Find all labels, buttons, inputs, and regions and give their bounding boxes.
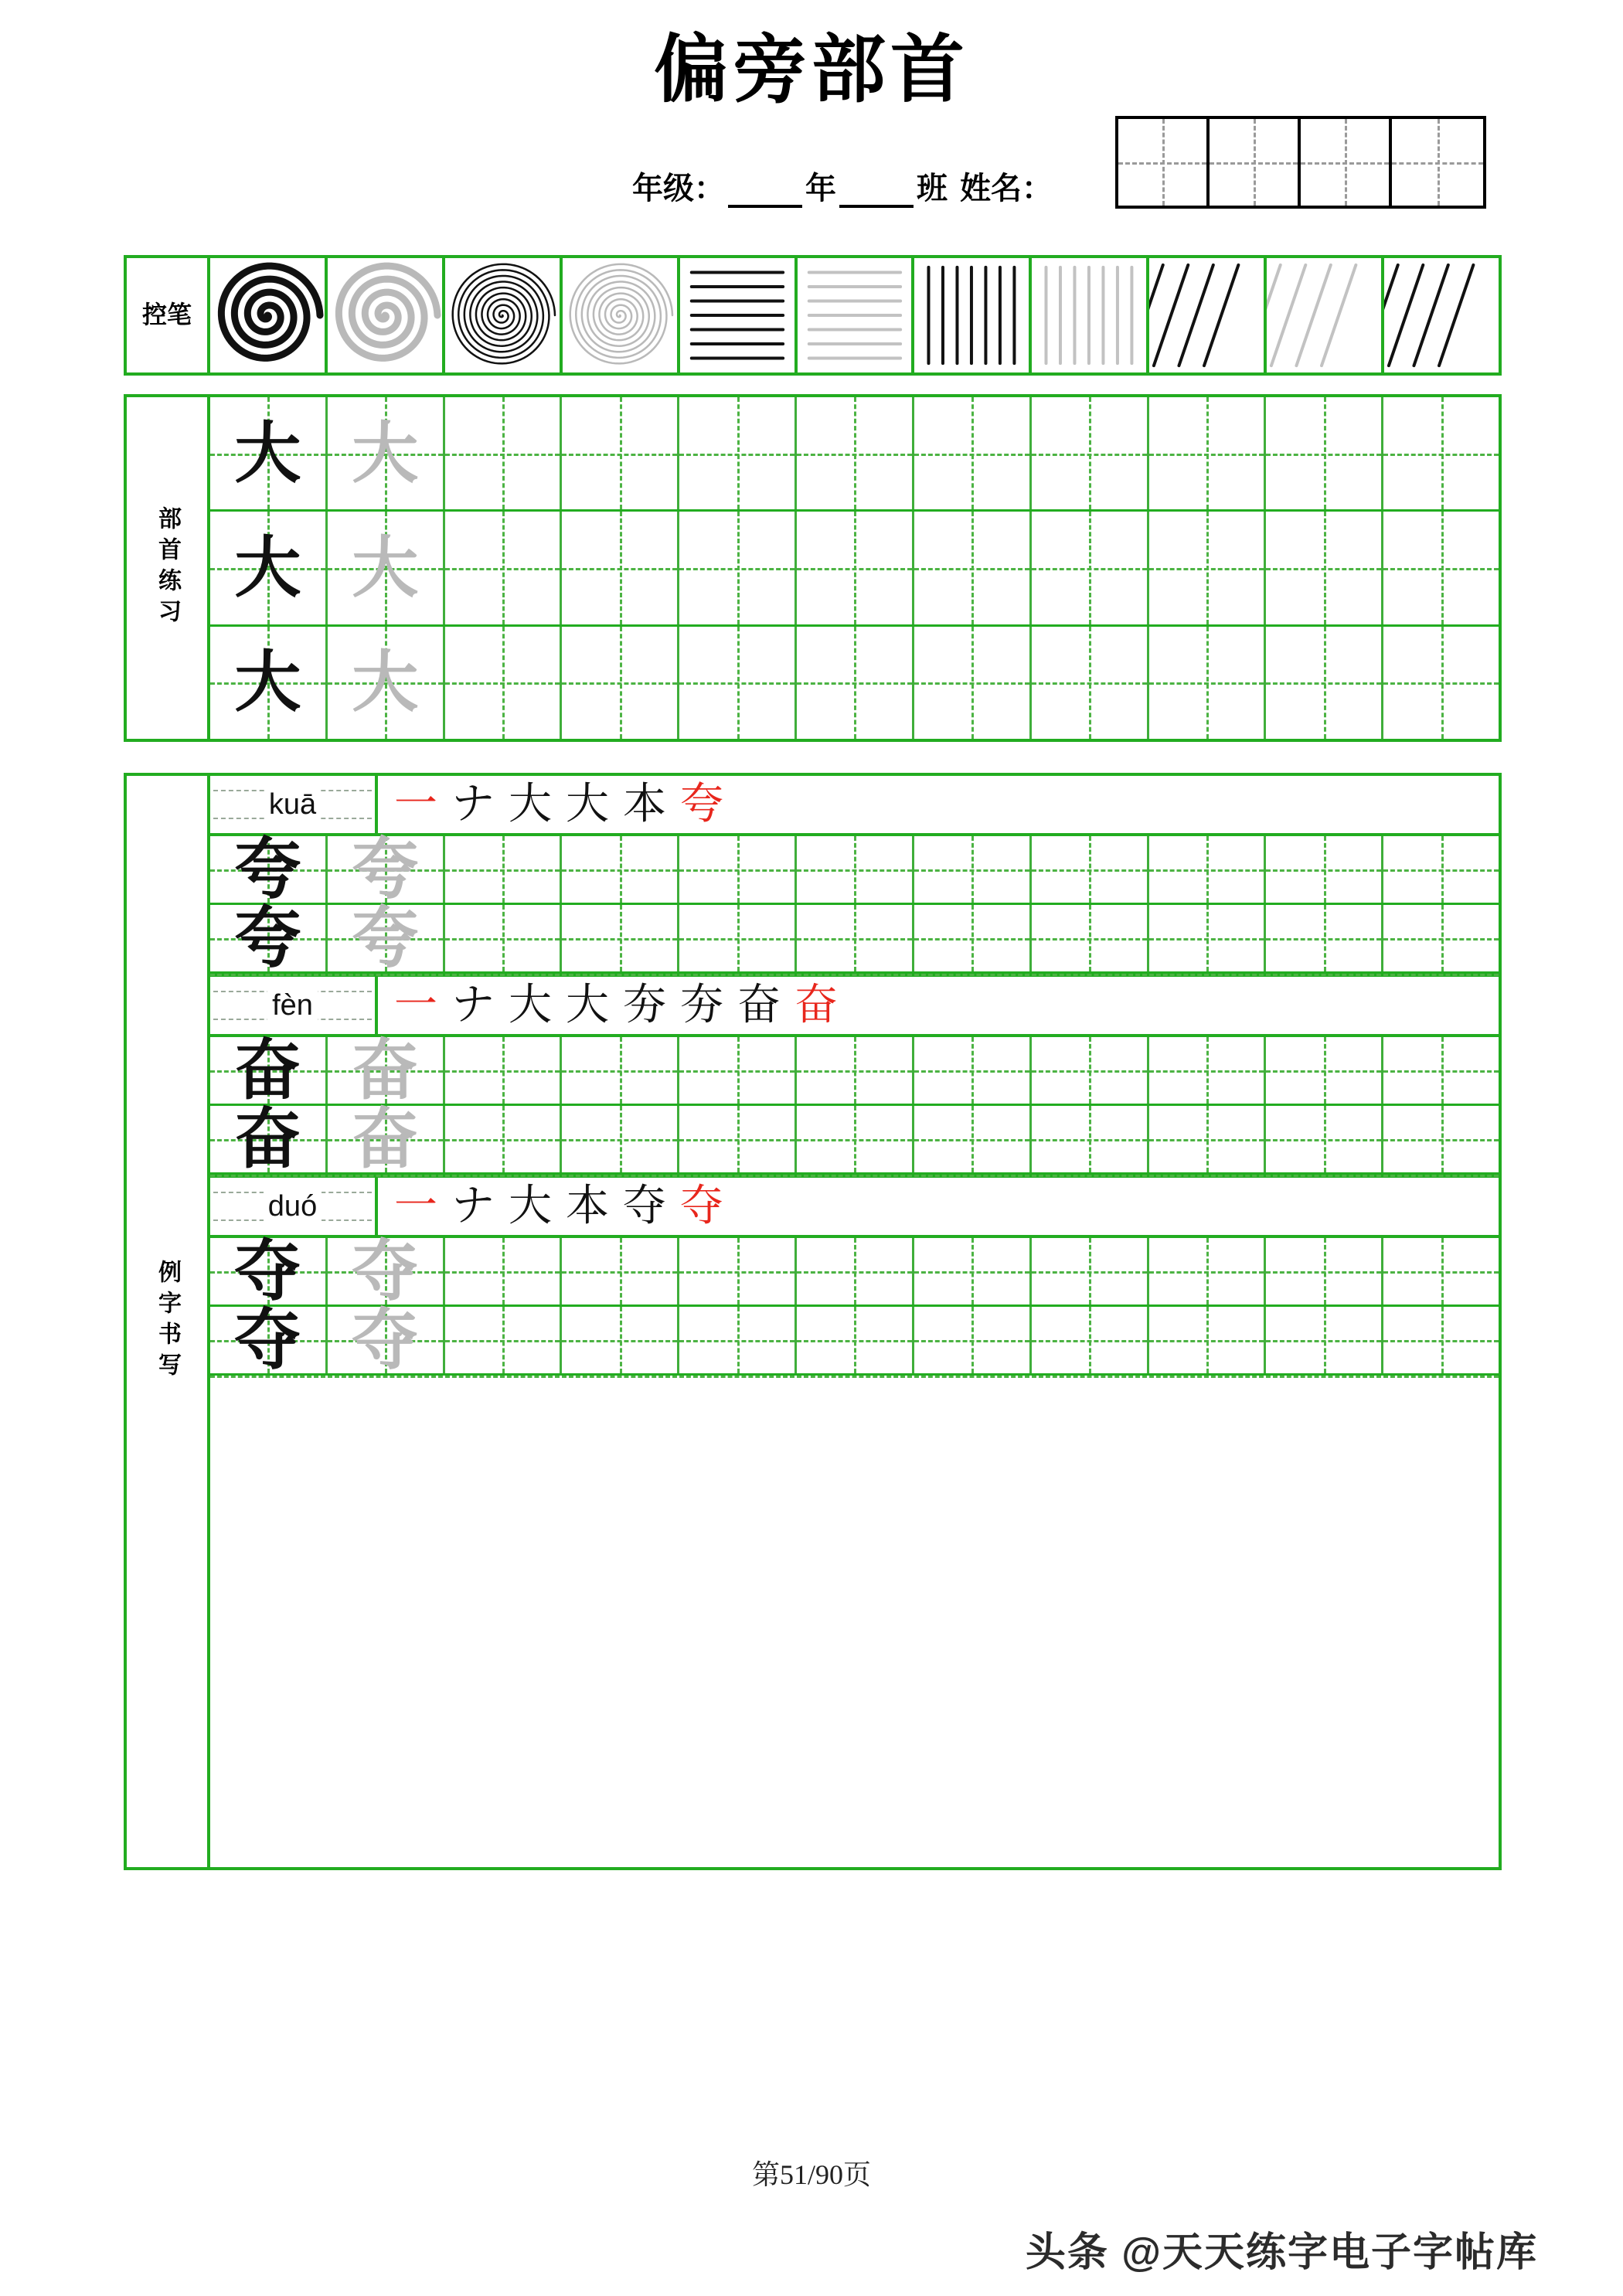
lines-horizontal-dark-icon xyxy=(680,258,798,372)
traced-character: 夸 xyxy=(352,832,419,906)
practice-cell[interactable] xyxy=(914,1106,1032,1172)
practice-cell[interactable] xyxy=(1266,1106,1383,1172)
pen-control-label-text: 控笔 xyxy=(141,301,192,329)
model-character: 大 xyxy=(234,645,301,720)
practice-cell[interactable] xyxy=(914,1307,1032,1373)
practice-cell[interactable] xyxy=(445,1238,563,1304)
practice-cell[interactable] xyxy=(1149,1106,1267,1172)
spiral-bold-dark-icon xyxy=(210,258,328,372)
practice-cell[interactable] xyxy=(1032,1037,1149,1104)
practice-cell[interactable] xyxy=(562,627,679,739)
practice-cell[interactable] xyxy=(328,1303,445,1377)
page-title: 偏旁部首 xyxy=(654,29,969,111)
practice-cell[interactable] xyxy=(1266,627,1383,739)
practice-cell[interactable] xyxy=(1032,1106,1149,1172)
practice-cell[interactable] xyxy=(210,901,328,975)
practice-cell[interactable] xyxy=(914,627,1032,739)
practice-row[interactable] xyxy=(210,832,1499,906)
stroke-order-step: ナ xyxy=(451,781,495,828)
stroke-order-step: 一 xyxy=(394,981,437,1029)
practice-cell[interactable] xyxy=(562,836,679,903)
practice-cell[interactable] xyxy=(328,512,445,624)
model-character: 大 xyxy=(234,530,301,605)
stroke-order-step: ナ xyxy=(451,981,495,1029)
pinyin-text: fèn xyxy=(267,989,318,1022)
practice-cell[interactable] xyxy=(445,512,563,624)
pen-control-label xyxy=(127,258,210,372)
practice-cell[interactable] xyxy=(797,1307,914,1373)
example-writing-body[interactable] xyxy=(210,776,1499,1867)
stroke-order-sequence xyxy=(378,776,1499,833)
model-character: 大 xyxy=(234,416,301,491)
practice-cell[interactable] xyxy=(210,1303,328,1377)
grade-blank-field[interactable] xyxy=(728,179,802,208)
traced-character: 大 xyxy=(352,645,419,720)
practice-row[interactable] xyxy=(210,624,1499,739)
practice-cell[interactable] xyxy=(445,397,563,509)
name-box[interactable] xyxy=(1210,119,1301,206)
pinyin-text: duó xyxy=(264,1190,322,1223)
practice-cell[interactable] xyxy=(1383,1307,1499,1373)
practice-cell[interactable] xyxy=(797,905,914,971)
practice-cell[interactable] xyxy=(210,512,328,624)
stroke-order-sequence xyxy=(378,977,1499,1034)
practice-cell[interactable] xyxy=(1149,1238,1267,1304)
practice-cell[interactable] xyxy=(445,905,563,971)
model-character: 夸 xyxy=(234,901,301,975)
name-box[interactable] xyxy=(1118,119,1210,206)
name-box[interactable] xyxy=(1301,119,1392,206)
practice-row[interactable] xyxy=(210,397,1499,509)
pinyin-stroke-order-row xyxy=(210,1178,1499,1238)
traced-character: 夸 xyxy=(352,901,419,975)
practice-cell[interactable] xyxy=(679,836,797,903)
practice-cell[interactable] xyxy=(1032,1307,1149,1373)
practice-cell[interactable] xyxy=(328,832,445,906)
lines-diagonal-back-dark-icon xyxy=(1149,258,1267,372)
practice-cell[interactable] xyxy=(1383,836,1499,903)
stroke-order-step: 大 xyxy=(509,781,552,828)
page-number: 第51/90页 xyxy=(751,2159,871,2190)
stroke-order-step: 奋 xyxy=(737,981,781,1029)
practice-cell[interactable] xyxy=(797,1037,914,1104)
practice-cell[interactable] xyxy=(797,627,914,739)
stroke-order-step: 大 xyxy=(509,1182,552,1230)
practice-cell[interactable] xyxy=(679,1307,797,1373)
model-character: 奋 xyxy=(234,1033,301,1107)
practice-cell[interactable] xyxy=(1383,1037,1499,1104)
example-writing-section xyxy=(124,773,1502,1870)
practice-cell[interactable] xyxy=(679,512,797,624)
class-unit-label: 班 xyxy=(917,171,948,206)
practice-cell[interactable] xyxy=(679,905,797,971)
pinyin-text: kuā xyxy=(264,788,321,821)
practice-cell[interactable] xyxy=(1383,397,1499,509)
practice-cell[interactable] xyxy=(562,1307,679,1373)
traced-character: 大 xyxy=(352,530,419,605)
practice-cell[interactable] xyxy=(328,1102,445,1176)
practice-cell[interactable] xyxy=(1266,397,1383,509)
practice-cell[interactable] xyxy=(1383,1238,1499,1304)
practice-cell[interactable] xyxy=(1266,1307,1383,1373)
practice-cell[interactable] xyxy=(1266,1238,1383,1304)
practice-row[interactable] xyxy=(210,1102,1499,1176)
radical-practice-grid[interactable] xyxy=(210,397,1499,739)
practice-cell[interactable] xyxy=(1032,512,1149,624)
practice-row[interactable] xyxy=(210,1033,1499,1107)
model-character: 奋 xyxy=(234,1102,301,1176)
practice-cell[interactable] xyxy=(1383,627,1499,739)
practice-cell[interactable] xyxy=(1032,905,1149,971)
practice-cell[interactable] xyxy=(445,627,563,739)
practice-cell[interactable] xyxy=(328,397,445,509)
practice-cell[interactable] xyxy=(1266,1037,1383,1104)
lines-vertical-dark-icon xyxy=(914,258,1032,372)
practice-cell[interactable] xyxy=(445,1037,563,1104)
practice-cell[interactable] xyxy=(1149,836,1267,903)
lines-diagonal-back-light-icon xyxy=(1267,258,1384,372)
practice-cell[interactable] xyxy=(210,1033,328,1107)
practice-cell[interactable] xyxy=(1266,905,1383,971)
practice-cell[interactable] xyxy=(914,1037,1032,1104)
grade-label: 年级： xyxy=(632,171,725,206)
practice-cell[interactable] xyxy=(328,1234,445,1308)
practice-cell[interactable] xyxy=(914,1238,1032,1304)
stroke-order-step: 一 xyxy=(394,781,437,828)
practice-cell[interactable] xyxy=(1032,836,1149,903)
stroke-order-step: ナ xyxy=(451,1182,495,1230)
practice-cell[interactable] xyxy=(562,1037,679,1104)
spiral-fine-dark-icon xyxy=(445,258,563,372)
lines-vertical-light-icon xyxy=(1032,258,1149,372)
practice-cell[interactable] xyxy=(914,905,1032,971)
example-character-group xyxy=(210,974,1499,1175)
example-practice-grid[interactable] xyxy=(210,832,1499,975)
practice-cell[interactable] xyxy=(914,397,1032,509)
practice-cell[interactable] xyxy=(1266,836,1383,903)
pinyin-cell xyxy=(210,977,378,1034)
practice-cell[interactable] xyxy=(1149,1307,1267,1373)
practice-cell[interactable] xyxy=(1032,627,1149,739)
practice-cell[interactable] xyxy=(562,1238,679,1304)
stroke-order-step: 夺 xyxy=(680,1182,723,1230)
watermark-credit: 头条 @天天练字电子字帖库 xyxy=(1025,2230,1538,2275)
model-character: 夸 xyxy=(234,832,301,906)
traced-character: 夺 xyxy=(352,1303,419,1377)
radical-practice-section xyxy=(124,394,1502,742)
practice-cell[interactable] xyxy=(1266,512,1383,624)
grade-unit-label: 年 xyxy=(805,171,836,206)
traced-character: 大 xyxy=(352,416,419,491)
model-character: 夺 xyxy=(234,1234,301,1308)
practice-row[interactable] xyxy=(210,901,1499,975)
pinyin-cell xyxy=(210,1178,378,1235)
name-entry-boxes[interactable] xyxy=(1115,116,1486,209)
traced-character: 奋 xyxy=(352,1033,419,1107)
practice-row[interactable] xyxy=(210,509,1499,624)
practice-cell[interactable] xyxy=(210,1102,328,1176)
practice-cell[interactable] xyxy=(1383,905,1499,971)
practice-cell[interactable] xyxy=(562,905,679,971)
practice-row[interactable] xyxy=(210,1234,1499,1308)
practice-cell[interactable] xyxy=(1383,512,1499,624)
pinyin-stroke-order-row xyxy=(210,977,1499,1037)
stroke-order-step: 夯 xyxy=(680,981,723,1029)
stroke-order-step: 一 xyxy=(394,1182,437,1230)
pinyin-cell xyxy=(210,776,378,833)
name-box[interactable] xyxy=(1392,119,1483,206)
practice-cell[interactable] xyxy=(1149,905,1267,971)
practice-cell[interactable] xyxy=(210,627,328,739)
practice-cell[interactable] xyxy=(562,512,679,624)
traced-character: 奋 xyxy=(352,1102,419,1176)
stroke-order-step: 本 xyxy=(623,781,666,828)
pinyin-stroke-order-row xyxy=(210,776,1499,836)
practice-cell[interactable] xyxy=(797,836,914,903)
practice-cell[interactable] xyxy=(445,836,563,903)
practice-cell[interactable] xyxy=(1149,1037,1267,1104)
practice-cell[interactable] xyxy=(1149,397,1267,509)
example-character-group xyxy=(210,1175,1499,1376)
stroke-order-step: 大 xyxy=(566,981,609,1029)
stroke-order-step: 本 xyxy=(566,1182,609,1230)
example-practice-grid[interactable] xyxy=(210,1033,1499,1176)
spiral-fine-light-icon xyxy=(563,258,680,372)
practice-cell[interactable] xyxy=(914,836,1032,903)
practice-cell[interactable] xyxy=(562,397,679,509)
practice-cell[interactable] xyxy=(1032,397,1149,509)
practice-cell[interactable] xyxy=(1149,512,1267,624)
practice-cell[interactable] xyxy=(328,627,445,739)
example-character-group xyxy=(210,776,1499,974)
practice-cell[interactable] xyxy=(679,627,797,739)
practice-cell[interactable] xyxy=(679,1238,797,1304)
practice-cell[interactable] xyxy=(679,1106,797,1172)
example-writing-label xyxy=(127,776,210,1867)
practice-cell[interactable] xyxy=(210,1234,328,1308)
example-writing-label-text: 例字书写 xyxy=(155,1260,180,1383)
stroke-order-sequence xyxy=(378,1178,1499,1235)
radical-practice-label xyxy=(127,397,210,739)
practice-cell[interactable] xyxy=(797,1106,914,1172)
practice-cell[interactable] xyxy=(679,1037,797,1104)
practice-cell[interactable] xyxy=(1149,627,1267,739)
practice-cell[interactable] xyxy=(797,1238,914,1304)
pen-control-section xyxy=(124,255,1502,376)
practice-cell[interactable] xyxy=(445,1106,563,1172)
practice-cell[interactable] xyxy=(797,512,914,624)
stroke-order-step: 大 xyxy=(509,981,552,1029)
stroke-order-step: 大 xyxy=(566,781,609,828)
lines-diagonal-fwd-dark-icon xyxy=(1384,258,1499,372)
lines-horizontal-light-icon xyxy=(798,258,915,372)
spiral-bold-light-icon xyxy=(328,258,445,372)
practice-cell[interactable] xyxy=(562,1106,679,1172)
practice-cell[interactable] xyxy=(328,901,445,975)
name-label: 姓名： xyxy=(960,171,1053,206)
practice-row[interactable] xyxy=(210,1303,1499,1377)
practice-cell[interactable] xyxy=(914,512,1032,624)
stroke-order-step: 夸 xyxy=(680,781,723,828)
stroke-order-step: 奋 xyxy=(794,981,838,1029)
practice-cell[interactable] xyxy=(210,832,328,906)
practice-cell[interactable] xyxy=(210,397,328,509)
practice-cell[interactable] xyxy=(1032,1238,1149,1304)
practice-cell[interactable] xyxy=(328,1033,445,1107)
stroke-order-step: 夯 xyxy=(623,981,666,1029)
class-blank-field[interactable] xyxy=(839,179,914,208)
model-character: 夺 xyxy=(234,1303,301,1377)
practice-cell[interactable] xyxy=(1383,1106,1499,1172)
practice-cell[interactable] xyxy=(679,397,797,509)
traced-character: 夺 xyxy=(352,1234,419,1308)
practice-cell[interactable] xyxy=(445,1307,563,1373)
example-practice-grid[interactable] xyxy=(210,1234,1499,1377)
stroke-order-step: 夺 xyxy=(623,1182,666,1230)
radical-practice-label-text: 部首练习 xyxy=(155,506,180,630)
practice-cell[interactable] xyxy=(797,397,914,509)
